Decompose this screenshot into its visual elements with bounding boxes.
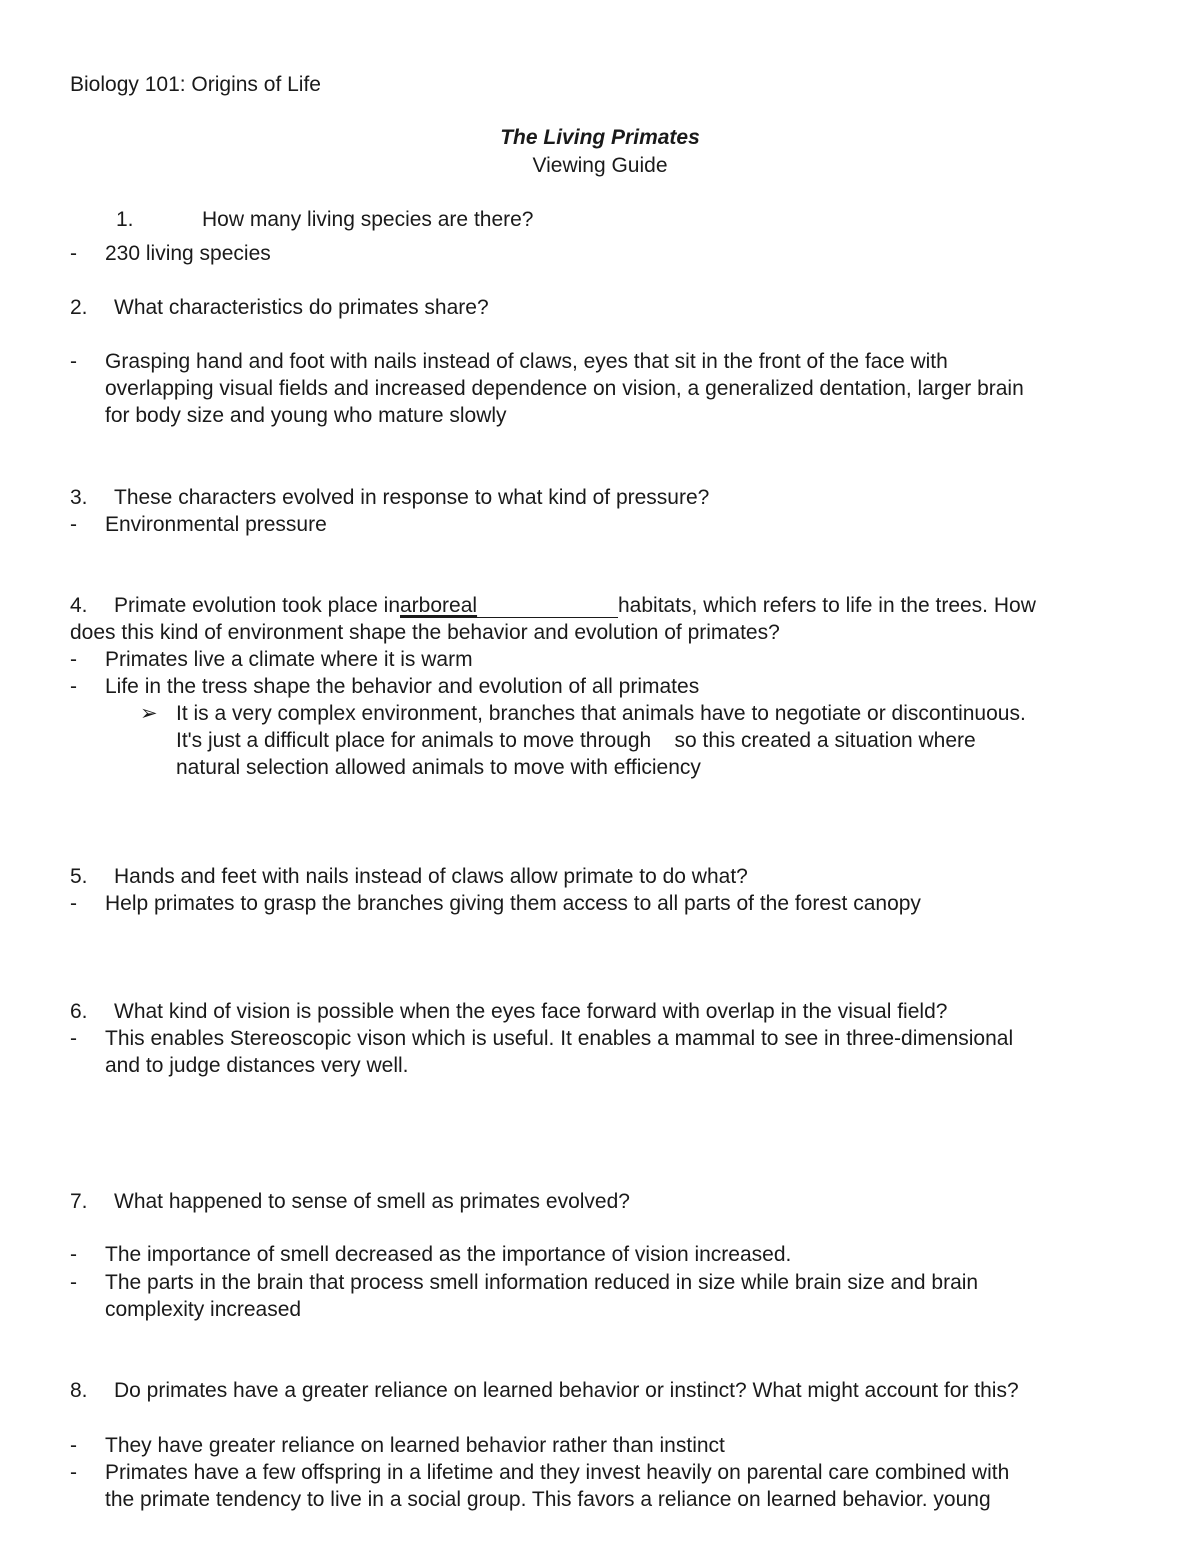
bullet-dash: - xyxy=(70,675,77,698)
q7-question: What happened to sense of smell as primates evolved? xyxy=(114,1190,630,1213)
bullet-dash: - xyxy=(70,1434,77,1457)
q4-question-line2: does this kind of environment shape the behavior and evolution of primates? xyxy=(70,621,780,644)
q3-question: These characters evolved in response to what kind of pressure? xyxy=(114,486,710,509)
q1-number: 1. xyxy=(116,208,134,231)
q8-answer-line: the primate tendency to live in a social group. This favors a reliance on learned behavior. young xyxy=(105,1488,991,1511)
q6-number: 6. xyxy=(70,1000,88,1023)
bullet-dash: - xyxy=(70,1027,77,1050)
q4-question-after: habitats, which refers to life in the trees. How xyxy=(618,594,1036,617)
q8-number: 8. xyxy=(70,1379,88,1402)
q4-sub-answer-line: It is a very complex environment, branches that animals have to negotiate or discontinuous. xyxy=(176,702,1026,725)
q5-question: Hands and feet with nails instead of claws allow primate to do what? xyxy=(114,865,748,888)
q6-answer-line: This enables Stereoscopic vison which is useful. It enables a mammal to see in three-dimensional xyxy=(105,1027,1014,1050)
q4-sub-answer-line: It's just a difficult place for animals to move through so this created a situation where xyxy=(176,729,976,752)
q6-question: What kind of vision is possible when the eyes face forward with overlap in the visual field? xyxy=(114,1000,948,1023)
q8-question: Do primates have a greater reliance on learned behavior or instinct? What might account for this? xyxy=(114,1379,1019,1402)
q2-number: 2. xyxy=(70,296,88,319)
q4-number: 4. xyxy=(70,594,88,617)
q4-question xyxy=(114,592,1036,619)
bullet-dash: - xyxy=(70,350,77,373)
q2-answer-line: overlapping visual fields and increased dependence on vision, a generalized dentation, larger brain xyxy=(105,377,1024,400)
q4-question-before: Primate evolution took place in xyxy=(114,594,400,617)
q3-number: 3. xyxy=(70,486,88,509)
q5-number: 5. xyxy=(70,865,88,888)
course-header: Biology 101: Origins of Life xyxy=(70,73,321,96)
q7-number: 7. xyxy=(70,1190,88,1213)
q1-answer: 230 living species xyxy=(105,242,271,265)
q4-sub-answer-line: natural selection allowed animals to move with efficiency xyxy=(176,756,701,779)
q8-answer: They have greater reliance on learned behavior rather than instinct xyxy=(105,1434,725,1457)
q2-question: What characteristics do primates share? xyxy=(114,296,489,319)
q6-answer-line: and to judge distances very well. xyxy=(105,1054,409,1077)
q3-answer: Environmental pressure xyxy=(105,513,327,536)
q8-answer-line: Primates have a few offspring in a lifetime and they invest heavily on parental care combined with xyxy=(105,1461,1010,1484)
q1-question: How many living species are there? xyxy=(202,208,534,231)
bullet-dash: - xyxy=(70,1271,77,1294)
bullet-dash: - xyxy=(70,1243,77,1266)
q2-answer-line: for body size and young who mature slowly xyxy=(105,404,507,427)
bullet-dash: - xyxy=(70,1461,77,1484)
q4-answer: Primates live a climate where it is warm xyxy=(105,648,473,671)
bullet-dash: - xyxy=(70,513,77,536)
q2-answer-line: Grasping hand and foot with nails instead of claws, eyes that sit in the front of the face with xyxy=(105,350,948,373)
q7-answer-line: The parts in the brain that process smell information reduced in size while brain size and brain xyxy=(105,1271,979,1294)
q5-answer: Help primates to grasp the branches giving them access to all parts of the forest canopy xyxy=(105,892,921,915)
q7-answer: The importance of smell decreased as the importance of vision increased. xyxy=(105,1243,792,1266)
document-title: The Living Primates xyxy=(500,126,700,149)
q7-answer-line: complexity increased xyxy=(105,1298,302,1321)
document-subtitle: Viewing Guide xyxy=(532,154,668,177)
q4-blank-answer: arboreal xyxy=(400,595,618,618)
arrow-bullet-icon: ➢ xyxy=(140,702,158,725)
bullet-dash: - xyxy=(70,892,77,915)
bullet-dash: - xyxy=(70,242,77,265)
bullet-dash: - xyxy=(70,648,77,671)
q4-answer: Life in the tress shape the behavior and evolution of all primates xyxy=(105,675,700,698)
